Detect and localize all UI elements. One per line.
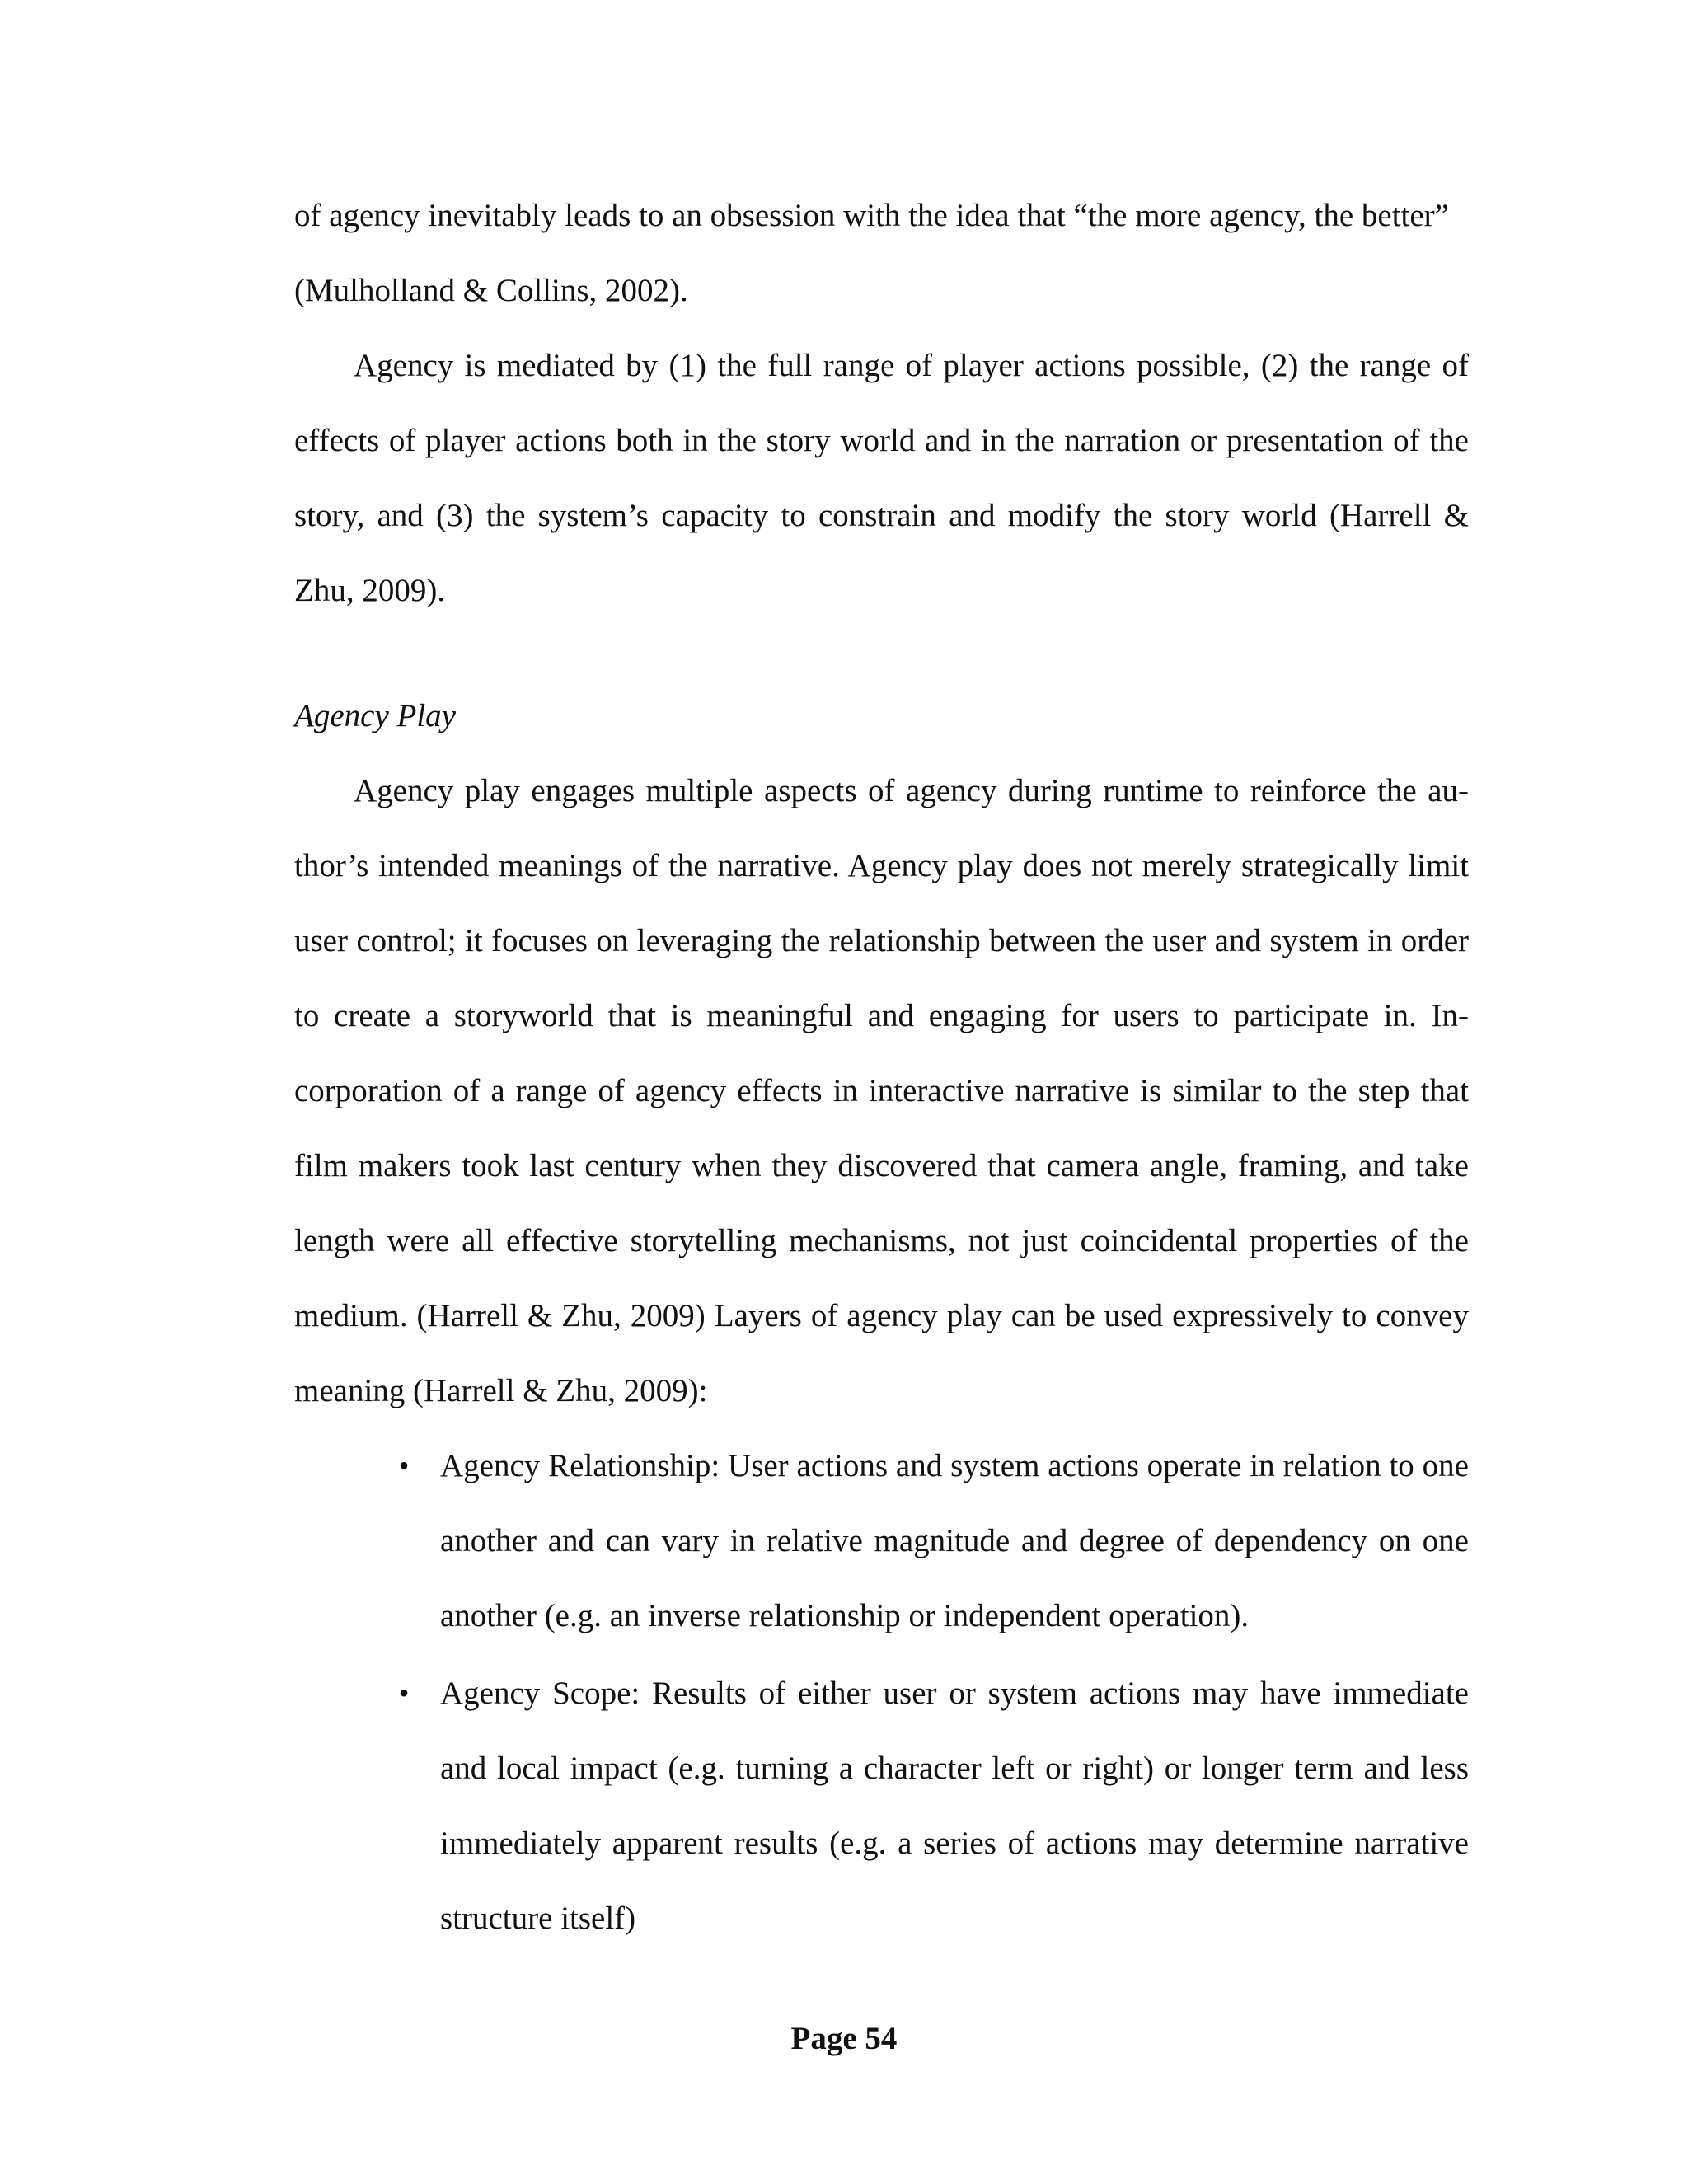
list-item-text: Agency Relationship: User actions and system actions operate in relation to one another and can vary in relative magnitude and degree of dependency on one another (e.g. an inverse relationship or independent operation).: [440, 1448, 1469, 1633]
paragraph-agency-mediation: Agency is mediated by (1) the full range of player actions possible, (2) the range of effects of player actions both in the story world and in the narration or presentation of the story, and (3) the system’s capacity to constrain and modify the story world (Harrell & Zhu, 2009).: [294, 348, 1469, 608]
bullet-list: [294, 1428, 1469, 1958]
bullet-icon: •: [398, 1676, 410, 1709]
paragraph-agency-play: Agency play engages multiple aspects of agency during runtime to reinforce the author’s intended meanings of the narrative. Agency play does not merely strategically limit user control; it focuses on leveraging the relationship between the user and system in order to create a storyworld that is meaningful and engaging for users to participate in. Incorporation of a range of agency effects in interactive narrative is similar to the step that film makers took last century when they discovered that camera angle, framing, and take length were all effective storytelling mechanisms, not just coincidental properties of the medium. (Harrell & Zhu, 2009) Layers of agency play can be used expressively to convey meaning (Harrell & Zhu, 2009):: [294, 773, 1469, 1408]
list-item-text: Agency Scope: Results of either user or system actions may have immediate and local impact (e.g. turning a character left or right) or longer term and less immediately apparent results (e.g. a series of actions may determine narrative structure itself): [440, 1675, 1469, 1936]
paragraph-continuation: of agency inevitably leads to an obsession with the idea that “the more agency, the better” (Mulholland & Collins, 2002).: [294, 198, 1449, 308]
page-number: Page 54: [790, 2021, 898, 2056]
list-item: [294, 1656, 1469, 1956]
list-item: [294, 1428, 1469, 1653]
section-heading: Agency Play: [294, 698, 456, 733]
bullet-icon: •: [398, 1449, 410, 1482]
